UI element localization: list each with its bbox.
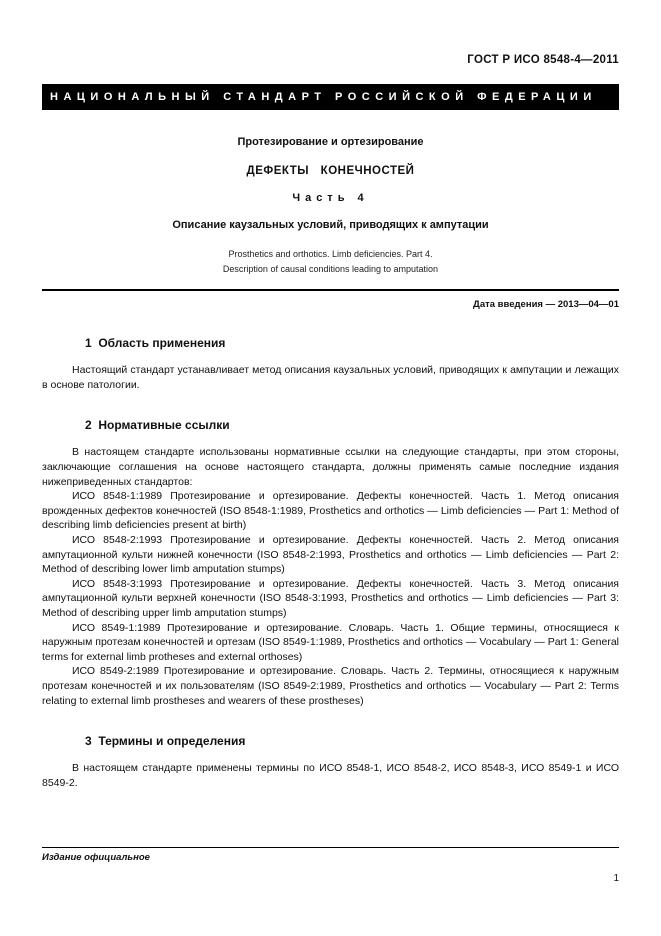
section-terms-paragraph: В настоящем стандарте применены термины по ИСО 8548-1, ИСО 8548-2, ИСО 8548-3, ИСО 8549-1 и ИСО 8549-2. (42, 762, 619, 789)
reference-iso-8548-1: ИСО 8548-1:1989 Протезирование и ортезирование. Дефекты конечностей. Часть 1. Метод описания врожденных дефектов конечностей (ISO 8548-1:1989, Prosthetics and orthotics — Limb deficiencies — Part 1: Method of describing limb deficiencies present at birth) (42, 490, 619, 532)
official-edition-label: Издание официальное (42, 852, 150, 863)
page-number: 1 (613, 873, 619, 884)
national-standard-banner: НАЦИОНАЛЬНЫЙ СТАНДАРТ РОССИЙСКОЙ ФЕДЕРАЦИИ (42, 84, 619, 110)
section-normative-references (42, 418, 619, 708)
title-english-line1: Prosthetics and orthotics. Limb deficiencies. Part 4. (228, 249, 433, 259)
reference-iso-8548-3: ИСО 8548-3:1993 Протезирование и ортезирование. Дефекты конечностей. Часть 3. Метод описания ампутационной культи верхней конечности (ISO 8548-3:1993, Prosthetics and orthotics — Limb deficiencies — Part 3: Method of describing upper limb amputation stumps) (42, 577, 619, 619)
introduction-date: Дата введения — 2013—04—01 (473, 299, 619, 311)
page-footer (42, 847, 619, 884)
reference-iso-8548-2: ИСО 8548-2:1993 Протезирование и ортезирование. Дефекты конечностей. Часть 2. Метод описания ампутационной культи нижней конечности (ISO 8548-2:1993, Prosthetics and orthotics — Limb deficiencies — Part 2: Method of describing lower limb amputation stumps) (42, 534, 619, 576)
references-intro-paragraph: В настоящем стандарте использованы нормативные ссылки на следующие стандарты, при этом стороны, заключающие соглашения на основе настоящего стандарта, должны применять самые последние издания нижеприведенных стандартов: (42, 446, 619, 488)
reference-iso-8549-2: ИСО 8549-2:1989 Протезирование и ортезирование. Словарь. Часть 2. Термины, относящиеся к наружным протезам конечностей и их пользователям (ISO 8549-2:1989, Prosthetics and orthotics — Vocabulary — Part 2: Terms relating to external limb prostheses and wearers of these prostheses) (42, 665, 619, 707)
title-block (42, 136, 619, 275)
title-english-line2: Description of causal conditions leading to amputation (222, 264, 439, 275)
document-code: ГОСТ Р ИСО 8548-4—2011 (467, 54, 619, 66)
title-main: ДЕФЕКТЫ КОНЕЧНОСТЕЙ (246, 165, 415, 177)
section-terms-heading: 3 Термины и определения (85, 734, 246, 749)
top-rule (42, 289, 619, 291)
section-scope (42, 336, 619, 392)
footer-rule (42, 847, 619, 848)
section-references-heading: 2 Нормативные ссылки (85, 418, 230, 433)
section-terms-definitions (42, 734, 619, 790)
title-subject: Протезирование и ортезирование (237, 136, 424, 148)
title-part: Часть 4 (292, 192, 369, 204)
title-subtitle: Описание каузальных условий, приводящих к ампутации (172, 219, 489, 231)
section-scope-paragraph: Настоящий стандарт устанавливает метод описания каузальных условий, приводящих к ампутации и лежащих в основе патологии. (42, 364, 619, 391)
reference-iso-8549-1: ИСО 8549-1:1989 Протезирование и ортезирование. Словарь. Часть 1. Общие термины, относящиеся к наружным протезам конечностей и ортезам (ISO 8549-1:1989, Prosthetics and orthotics — Vocabulary — Part 1: General terms for external limb protheses and external orthoses) (42, 621, 619, 663)
section-scope-heading: 1 Область применения (85, 336, 226, 351)
